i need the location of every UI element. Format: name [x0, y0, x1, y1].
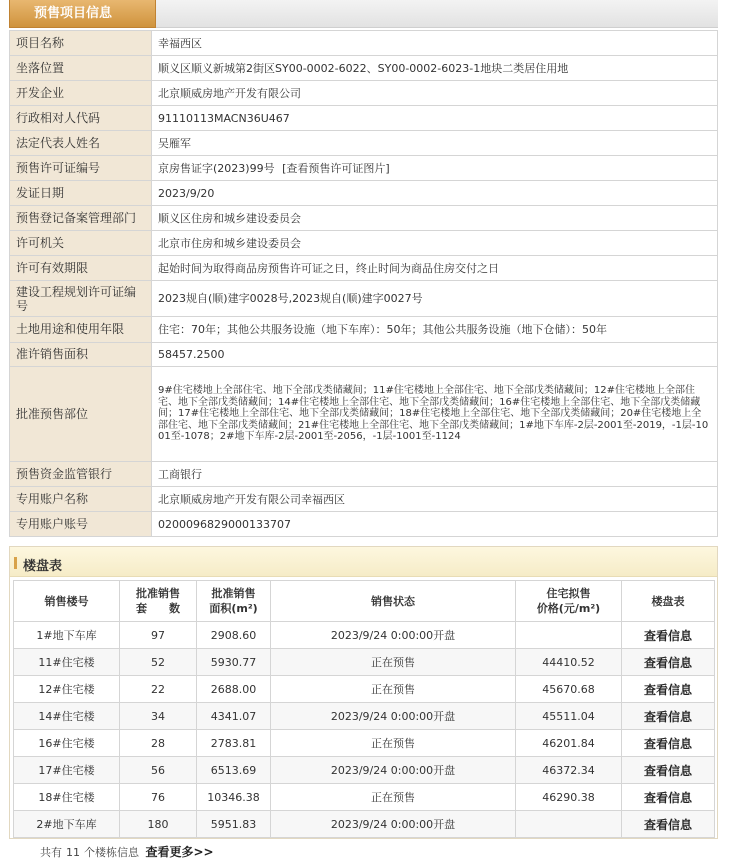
- table-row: [14, 811, 715, 838]
- info-row-location: [10, 56, 718, 81]
- cell-price: 46372.34: [516, 757, 622, 784]
- cell-units: 28: [120, 730, 197, 757]
- cell-status: 2023/9/24 0:00:00开盘: [271, 622, 516, 649]
- info-value: 吴雁军: [152, 131, 718, 156]
- info-row-developer: [10, 81, 718, 106]
- info-label: 预售许可证编号: [10, 156, 152, 181]
- cell-status: 正在预售: [271, 676, 516, 703]
- info-value: 起始时间为取得商品房预售许可证之日，终止时间为商品住房交付之日: [152, 256, 718, 281]
- cell-building: 18#住宅楼: [14, 784, 120, 811]
- info-value: 北京顺威房地产开发有限公司幸福西区: [152, 487, 718, 512]
- table-row: [14, 784, 715, 811]
- info-label: 项目名称: [10, 31, 152, 56]
- cell-units: 56: [120, 757, 197, 784]
- tab-presale-project-info[interactable]: 预售项目信息: [9, 0, 156, 28]
- view-info-link[interactable]: 查看信息: [622, 730, 715, 757]
- cell-building: 14#住宅楼: [14, 703, 120, 730]
- info-row-land-use: [10, 317, 718, 343]
- cell-status: 正在预售: [271, 649, 516, 676]
- building-table-header: [14, 581, 715, 622]
- info-row-permit-no: [10, 156, 718, 181]
- cell-area: 10346.38: [197, 784, 271, 811]
- col-area: 批准销售 面积(m²): [197, 581, 271, 622]
- table-row: [14, 622, 715, 649]
- view-info-link[interactable]: 查看信息: [622, 676, 715, 703]
- cell-units: 97: [120, 622, 197, 649]
- cell-price: 46201.84: [516, 730, 622, 757]
- info-value: 住宅：70年；其他公共服务设施（地下车库）：50年；其他公共服务设施（地下仓储）：50年: [152, 317, 718, 343]
- info-row-sale-area: [10, 343, 718, 367]
- info-row-bank: [10, 462, 718, 487]
- info-label: 许可机关: [10, 231, 152, 256]
- footer-prefix: 共有: [40, 846, 62, 859]
- info-row-legal-rep: [10, 131, 718, 156]
- info-value: 9#住宅楼地上全部住宅、地下全部戊类储藏间；11#住宅楼地上全部住宅、地下全部戊类储藏间；12#住宅楼地上全部住宅、地下全部戊类储藏间；14#住宅楼地上全部住宅、地下全部戊类储藏间；16#住宅楼地上全部住宅、地下全部戊类储藏间；17#住宅楼地上全部住宅、地下全部戊类储藏间；18#住宅楼地上全部住宅、地下全部戊类储藏间；20#住宅楼地上全部住宅、地下全部戊类储藏间；21#住宅楼地上全部住宅、地下全部戊类储藏间；1#地下车库-2层-2001至-2019，-1层-1001至-1078；2#地下车库-2层-2001至-2056，-1层-1001至-1124: [152, 367, 718, 462]
- table-row: [14, 703, 715, 730]
- cell-area: 2783.81: [197, 730, 271, 757]
- info-value: 58457.2500: [152, 343, 718, 367]
- info-value: 北京顺威房地产开发有限公司: [152, 81, 718, 106]
- cell-building: 11#住宅楼: [14, 649, 120, 676]
- cell-units: 52: [120, 649, 197, 676]
- footer-suffix: 个楼栋信息: [84, 846, 139, 859]
- info-value: 0200096829000133707: [152, 512, 718, 537]
- cell-status: 2023/9/24 0:00:00开盘: [271, 703, 516, 730]
- info-row-approved-parts: [10, 367, 718, 462]
- col-price: 住宅拟售 价格(元/m²): [516, 581, 622, 622]
- info-row-account-name: [10, 487, 718, 512]
- cell-building: 1#地下车库: [14, 622, 120, 649]
- cell-status: 2023/9/24 0:00:00开盘: [271, 811, 516, 838]
- info-value: 2023规自(顺)建字0028号,2023规自(顺)建字0027号: [152, 281, 718, 317]
- view-more-link[interactable]: 查看更多>>: [145, 845, 214, 859]
- table-row: [14, 730, 715, 757]
- building-panel: [9, 546, 718, 839]
- col-units: 批准销售 套 数: [120, 581, 197, 622]
- view-info-link[interactable]: 查看信息: [622, 757, 715, 784]
- table-row: [14, 649, 715, 676]
- cell-building: 12#住宅楼: [14, 676, 120, 703]
- view-info-link[interactable]: 查看信息: [622, 811, 715, 838]
- permit-number: 京房售证字(2023)99号: [158, 161, 275, 175]
- cell-units: 180: [120, 811, 197, 838]
- info-value: 幸福西区: [152, 31, 718, 56]
- cell-area: 2688.00: [197, 676, 271, 703]
- table-row: [14, 676, 715, 703]
- view-info-link[interactable]: 查看信息: [622, 622, 715, 649]
- view-info-link[interactable]: 查看信息: [622, 703, 715, 730]
- info-row-admin-code: [10, 106, 718, 131]
- view-info-link[interactable]: 查看信息: [622, 784, 715, 811]
- info-row-validity: [10, 256, 718, 281]
- cell-area: 5951.83: [197, 811, 271, 838]
- cell-price: 45511.04: [516, 703, 622, 730]
- cell-area: 4341.07: [197, 703, 271, 730]
- info-row-issue-date: [10, 181, 718, 206]
- info-label: 专用账户账号: [10, 512, 152, 537]
- cell-units: 22: [120, 676, 197, 703]
- info-label: 专用账户名称: [10, 487, 152, 512]
- cell-price: 46290.38: [516, 784, 622, 811]
- cell-status: 正在预售: [271, 730, 516, 757]
- col-status: 销售状态: [271, 581, 516, 622]
- cell-price: 44410.52: [516, 649, 622, 676]
- info-row-authority: [10, 231, 718, 256]
- cell-price: [516, 811, 622, 838]
- info-value: 2023/9/20: [152, 181, 718, 206]
- cell-area: 6513.69: [197, 757, 271, 784]
- info-row-project-name: [10, 31, 718, 56]
- view-permit-image-link[interactable]: [查看预售许可证图片]: [282, 161, 390, 175]
- col-building: 销售楼号: [14, 581, 120, 622]
- info-label: 许可有效期限: [10, 256, 152, 281]
- info-value: 顺义区住房和城乡建设委员会: [152, 206, 718, 231]
- cell-building: 17#住宅楼: [14, 757, 120, 784]
- info-row-account-no: [10, 512, 718, 537]
- col-table: 楼盘表: [622, 581, 715, 622]
- info-row-registry-dept: [10, 206, 718, 231]
- info-value: 顺义区顺义新城第2街区SY00-0002-6022、SY00-0002-6023-1地块二类居住用地: [152, 56, 718, 81]
- info-value: [152, 156, 718, 181]
- info-value: 工商银行: [152, 462, 718, 487]
- info-value: 北京市住房和城乡建设委员会: [152, 231, 718, 256]
- footer-count: 11: [66, 846, 80, 859]
- cell-area: 2908.60: [197, 622, 271, 649]
- view-info-link[interactable]: 查看信息: [622, 649, 715, 676]
- info-label: 坐落位置: [10, 56, 152, 81]
- cell-status: 正在预售: [271, 784, 516, 811]
- info-label: 批准预售部位: [10, 367, 152, 462]
- info-label: 行政相对人代码: [10, 106, 152, 131]
- building-panel-title: 楼盘表: [23, 559, 63, 574]
- cell-area: 5930.77: [197, 649, 271, 676]
- info-label: 发证日期: [10, 181, 152, 206]
- building-table: [13, 580, 715, 838]
- cell-units: 34: [120, 703, 197, 730]
- building-panel-header: [10, 547, 717, 577]
- cell-building: 16#住宅楼: [14, 730, 120, 757]
- cell-building: 2#地下车库: [14, 811, 120, 838]
- info-label: 开发企业: [10, 81, 152, 106]
- info-label: 预售资金监管银行: [10, 462, 152, 487]
- info-label: 准许销售面积: [10, 343, 152, 367]
- info-label: 法定代表人姓名: [10, 131, 152, 156]
- cell-units: 76: [120, 784, 197, 811]
- info-row-planning-permit: [10, 281, 718, 317]
- info-label: 土地用途和使用年限: [10, 317, 152, 343]
- building-footer: [40, 843, 214, 860]
- cell-status: 2023/9/24 0:00:00开盘: [271, 757, 516, 784]
- info-value: 91110113MACN36U467: [152, 106, 718, 131]
- cell-price: [516, 622, 622, 649]
- info-label: 预售登记备案管理部门: [10, 206, 152, 231]
- cell-price: 45670.68: [516, 676, 622, 703]
- title-accent-bar: [14, 557, 17, 569]
- project-info-table: [9, 30, 718, 537]
- table-row: [14, 757, 715, 784]
- info-label: 建设工程规划许可证编号: [10, 281, 152, 317]
